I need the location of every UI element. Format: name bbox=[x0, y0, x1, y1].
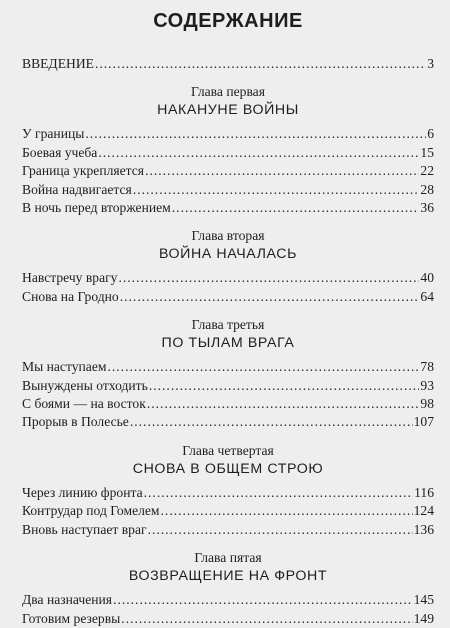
chapter-label: Глава вторая bbox=[191, 228, 265, 244]
toc-entry-title: Через линию фронта bbox=[22, 484, 143, 500]
toc-entry-title: Вынуждены отходить bbox=[22, 377, 148, 393]
toc-entry bbox=[22, 413, 434, 431]
toc-entry-page: 40 bbox=[420, 270, 434, 286]
toc-entry bbox=[22, 502, 434, 520]
chapter-title: НАКАНУНЕ ВОЙНЫ bbox=[157, 102, 299, 119]
toc-entry-page: 93 bbox=[420, 377, 434, 393]
chapter-3 bbox=[22, 316, 434, 432]
toc-entry bbox=[22, 358, 434, 376]
toc-entry-title: У границы bbox=[22, 126, 85, 142]
dot-leader bbox=[107, 358, 419, 376]
toc-entry-page: 145 bbox=[413, 592, 434, 608]
toc-entry-intro bbox=[22, 55, 434, 73]
toc-entry bbox=[22, 288, 434, 306]
chapter-1 bbox=[22, 83, 434, 217]
toc-entry-title: Контрудар под Гомелем bbox=[22, 503, 160, 519]
chapter-title: СНОВА В ОБЩЕМ СТРОЮ bbox=[132, 460, 324, 477]
toc-entry bbox=[22, 377, 434, 395]
toc-entry-page: 6 bbox=[427, 126, 434, 142]
toc-entry-title: С боями — на восток bbox=[22, 396, 146, 412]
toc-entry bbox=[22, 521, 434, 539]
toc-entry bbox=[22, 591, 434, 609]
page-title: СОДЕРЖАНИЕ bbox=[153, 10, 303, 32]
dot-leader bbox=[120, 288, 420, 306]
chapter-title: ПО ТЫЛАМ ВРАГА bbox=[161, 335, 295, 352]
chapter-label: Глава четвертая bbox=[182, 442, 274, 458]
dot-leader bbox=[133, 181, 420, 199]
toc-entry-page: 78 bbox=[420, 359, 434, 375]
dot-leader bbox=[161, 502, 413, 520]
dot-leader bbox=[130, 413, 413, 431]
toc-entry-page: 3 bbox=[427, 56, 434, 71]
dot-leader bbox=[118, 269, 419, 287]
toc-entry-page: 149 bbox=[413, 610, 434, 626]
toc-entry-title: ВВЕДЕНИЕ bbox=[22, 56, 94, 71]
toc-entry-page: 36 bbox=[420, 200, 434, 216]
chapter-2 bbox=[22, 227, 434, 306]
toc-entry-title: Готовим резервы bbox=[22, 610, 121, 626]
dot-leader bbox=[145, 162, 419, 180]
toc-entry-title: Мы наступаем bbox=[22, 359, 107, 375]
dot-leader bbox=[113, 591, 413, 609]
toc-entry bbox=[22, 162, 434, 180]
toc-entry bbox=[22, 484, 434, 502]
toc-entry bbox=[22, 269, 434, 287]
dot-leader bbox=[172, 199, 420, 217]
dot-leader bbox=[121, 610, 412, 628]
toc-entry bbox=[22, 125, 434, 143]
toc-entry-page: 107 bbox=[413, 414, 434, 430]
toc-entry bbox=[22, 199, 434, 217]
chapter-4 bbox=[22, 442, 434, 539]
toc-entry-title: Навстречу врагу bbox=[22, 270, 118, 286]
toc-entry-title: Два назначения bbox=[22, 592, 113, 608]
chapter-label: Глава третья bbox=[191, 317, 265, 333]
toc-entry-page: 22 bbox=[420, 163, 434, 179]
dot-leader bbox=[144, 484, 413, 502]
toc-entry-page: 98 bbox=[420, 396, 434, 412]
chapter-label: Глава первая bbox=[191, 84, 265, 100]
dot-leader bbox=[85, 125, 426, 143]
chapter-title: ВОЗВРАЩЕНИЕ НА ФРОНТ bbox=[128, 568, 328, 585]
toc-entry-page: 15 bbox=[420, 144, 434, 160]
toc-entry bbox=[22, 144, 434, 162]
toc-entry-page: 124 bbox=[413, 503, 434, 519]
toc-entry-page: 64 bbox=[420, 288, 434, 304]
chapter-label: Глава пятая bbox=[194, 550, 262, 566]
chapter-5 bbox=[22, 549, 434, 628]
toc-entry-title: В ночь перед вторжением bbox=[22, 200, 171, 216]
dot-leader bbox=[95, 55, 426, 73]
toc-entry-title: Снова на Гродно bbox=[22, 288, 119, 304]
toc-entry-title: Вновь наступает враг bbox=[22, 521, 147, 537]
toc-entry bbox=[22, 610, 434, 628]
dot-leader bbox=[98, 144, 419, 162]
toc-entry-title: Боевая учеба bbox=[22, 144, 98, 160]
chapter-title: ВОЙНА НАЧАЛАСЬ bbox=[158, 246, 298, 263]
toc-entry-page: 136 bbox=[413, 521, 434, 537]
toc-entry-title: Прорыв в Полесье bbox=[22, 414, 129, 430]
toc-entry bbox=[22, 395, 434, 413]
dot-leader bbox=[147, 395, 420, 413]
toc-entry-title: Граница укрепляется bbox=[22, 163, 145, 179]
dot-leader bbox=[148, 521, 413, 539]
dot-leader bbox=[149, 377, 420, 395]
toc-entry-title: Война надвигается bbox=[22, 181, 132, 197]
toc-entry-page: 116 bbox=[414, 484, 434, 500]
toc-entry-page: 28 bbox=[420, 181, 434, 197]
toc-entry bbox=[22, 181, 434, 199]
